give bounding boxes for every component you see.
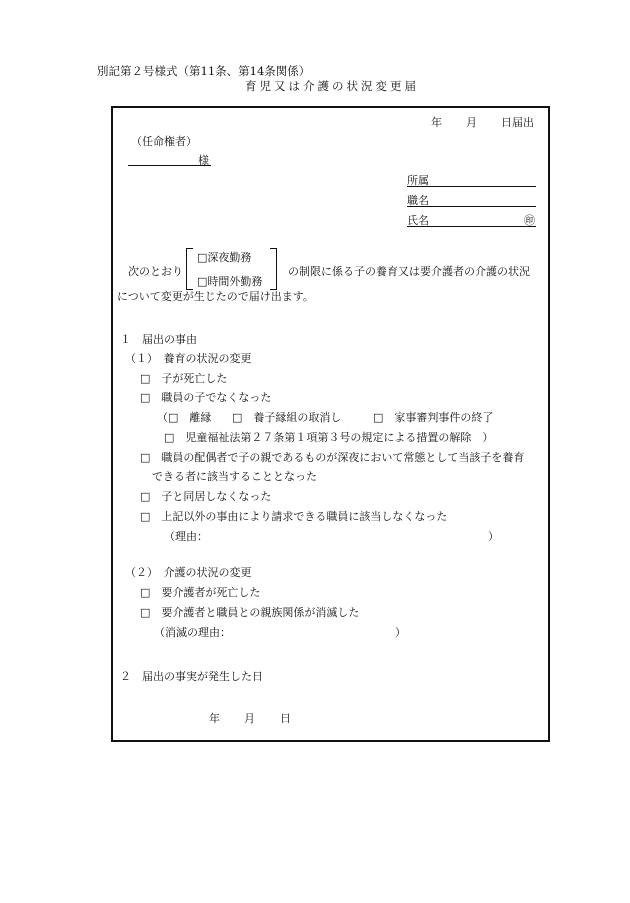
detail-welfare-law: □ 児童福祉法第２７条第１項第３号の規定による措置の解除 ）: [164, 431, 494, 444]
bracket-left: [186, 248, 193, 290]
reason-close: ）: [488, 530, 499, 543]
statement-suffix: の制限に係る子の養育又は要介護者の介護の状況: [288, 265, 530, 278]
section2-month: 月: [244, 712, 255, 725]
form-title: 育児又は介護の状況変更届: [245, 79, 419, 93]
detail-adoption-cancel: □ 養子縁組の取消し: [232, 411, 342, 424]
detail-court-end: □ 家事審判事件の終了: [373, 411, 494, 424]
form-box: [111, 106, 550, 742]
section1-heading: １ 届出の事由: [120, 333, 197, 346]
affiliation-underline: [407, 186, 536, 187]
statement-line2: について変更が生じたので届け出ます。: [117, 290, 314, 303]
bracket-right: [270, 248, 277, 290]
section1-sub1-heading: （１） 養育の状況の変更: [125, 352, 252, 365]
affiliation-label: 所属: [407, 174, 429, 187]
name-underline: [407, 226, 536, 227]
position-label: 職名: [407, 194, 429, 207]
section2-day: 日: [280, 712, 291, 725]
item-spouse-line2: できる者に該当することとなった: [152, 470, 317, 483]
header-month: 月: [466, 116, 477, 129]
item-not-child: □ 職員の子でなくなった: [140, 391, 272, 404]
item-not-cohabit: □ 子と同居しなくなった: [140, 490, 272, 503]
section2-heading: ２ 届出の事実が発生した日: [120, 670, 263, 683]
section2-year: 年: [209, 712, 220, 725]
care-item-relation-ended: □ 要介護者と職員との親族関係が消滅した: [140, 606, 360, 619]
item-spouse-line1: □ 職員の配偶者で子の親であるものが深夜において常態として当該子を養育: [140, 451, 525, 464]
item-child-died: □ 子が死亡した: [140, 372, 228, 385]
reason-label: （理由：: [164, 530, 208, 543]
care-item-died: □ 要介護者が死亡した: [140, 586, 261, 599]
form-reference: 別記第２号様式（第11条、第14条関係）: [97, 64, 311, 78]
detail-dissolution: （□ 離縁: [157, 411, 212, 424]
appointer-label: （任命権者）: [131, 135, 197, 148]
extinction-reason-label: （消滅の理由：: [154, 626, 231, 639]
item-other-reason: □ 上記以外の事由により請求できる職員に該当しなくなった: [140, 510, 448, 523]
addressee-honorific: 様: [198, 154, 209, 167]
option-overtime-work: □時間外勤務: [197, 275, 263, 288]
seal-mark: ㊞: [524, 214, 535, 227]
position-underline: [407, 206, 536, 207]
statement-prefix: 次のとおり: [128, 265, 183, 278]
extinction-reason-close: ）: [395, 626, 406, 639]
name-label: 氏名: [407, 214, 429, 227]
section1-sub2-heading: （２） 介護の状況の変更: [125, 566, 252, 579]
option-night-work: □深夜勤務: [197, 251, 252, 264]
header-year: 年: [431, 116, 442, 129]
header-day-submitted: 日届出: [501, 116, 534, 129]
